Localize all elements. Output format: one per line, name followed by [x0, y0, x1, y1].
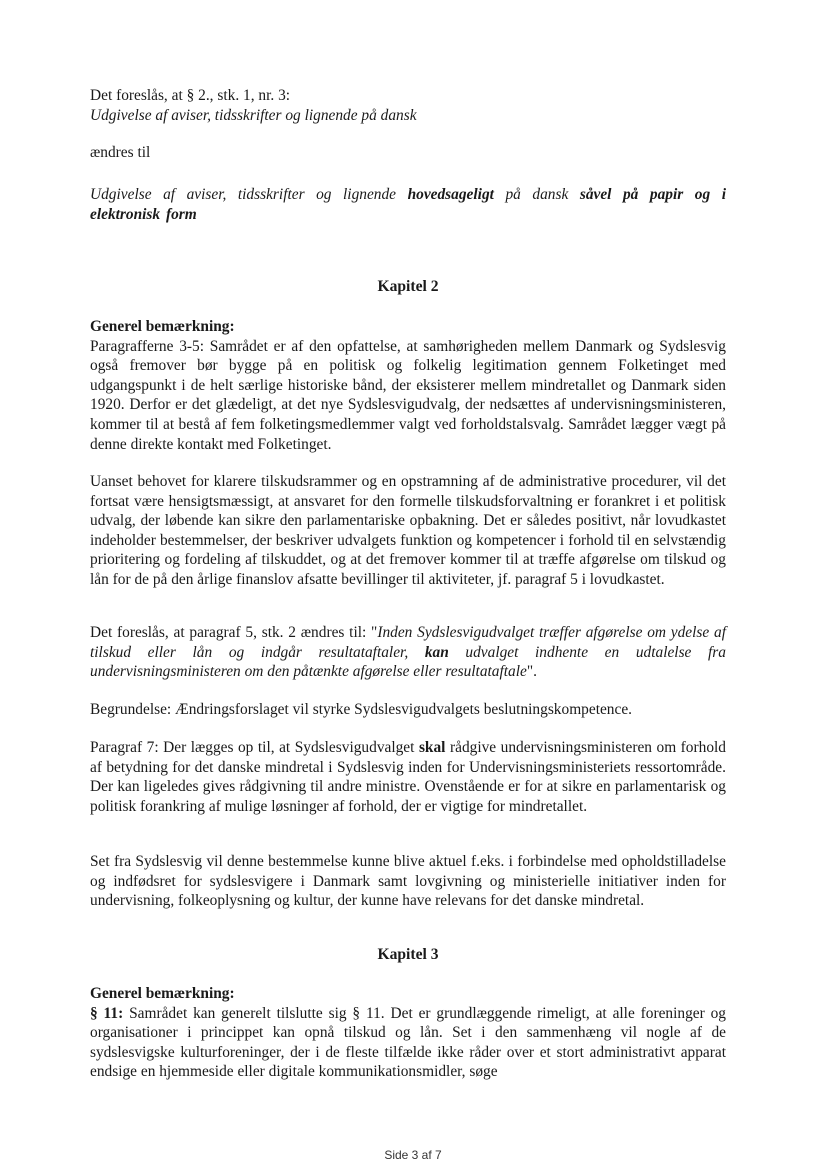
chapter-2-paragraph-4: Begrundelse: Ændringsforslaget vil styrke Sydslesvigudvalgets beslutningskompetence. [90, 701, 633, 718]
chapter-2-paragraph-2-block [90, 472, 726, 590]
new-wording-block [90, 185, 726, 224]
p5-part-a: Paragraf 7: Der lægges op til, at Sydslesvigudvalget [90, 739, 419, 756]
changes-to-text: ændres til [90, 144, 151, 161]
chapter-2-section [90, 317, 726, 454]
chapter-3-section [90, 984, 726, 1082]
chapter-2-paragraph-6-block [90, 852, 726, 911]
intro-section [90, 86, 726, 125]
intro-line-1: Det foreslås, at § 2., stk. 1, nr. 3: [90, 87, 291, 104]
p5-part-c: rådgive undervisningsministeren om forhold af betydning for det danske mindretal i Sydslesvig inden for Undervisningsministeriets ressortområde. Der kan ligeledes gives rådgivning til andre ministre. Ovenstående er for at sikre en parlamentarisk og politisk forankring af mulige løsninger af forhold, der er vigtige for mindretallet. [90, 739, 726, 815]
p3-lead: Det foreslås, at paragraf 5, stk. 2 ændres til: " [90, 624, 378, 641]
chapter-2-paragraph-3 [90, 623, 726, 682]
chapter-2-paragraph-1: Paragrafferne 3-5: Samrådet er af den opfattelse, at samhørigheden mellem Danmark og Sydslesvig også fremover bør bygge på en politisk og folkelig legitimation gennem Folketinget med udgangspunkt i de helt særlige historiske bånd, der eksisterer mellem mindretallet og Danmark siden 1920. Derfor er det glædeligt, at det nye Sydslesvigudvalg, der nedsættes af undervisningsministeren, kommer til at bestå af fem folketingsmedlemmer valgt ved forholdstalsvalg. Samrådet lægger vægt på denne direkte kontakt med Folketinget. [90, 337, 726, 453]
new-wording-part-a: Udgivelse af aviser, tidsskrifter og lignende [90, 186, 408, 203]
new-wording-bold-2: såvel på papir og i elektronisk form [90, 186, 726, 223]
chapter-2-paragraph-6: Set fra Sydslesvig vil denne bestemmelse kunne blive aktuel f.eks. i forbindelse med opholdstilladelse og indfødsret for sydslesvigere i Danmark samt lovgivning og ministerielle initiativer inden for undervisning, folkeoplysning og kultur, der kunne have relevans for det danske mindretal. [90, 853, 726, 910]
chapter-2-subheading: Generel bemærkning: [90, 318, 235, 335]
chapter-2-paragraph-2: Uanset behovet for klarere tilskudsrammer og en opstramning af de administrative procedurer, vil det fortsat være hensigtsmæssigt, at ansvaret for den formelle tilskudsforvaltning er forankret i et politisk udvalg, der løbende kan sikre den parlamentariske opbakning. Det er således positivt, når lovudkastet indeholder bestemmelser, der beskriver udvalgets funktion og kompetencer i forhold til en selvstændig prioritering og fordeling af tilskuddet, og at det fremover kommer til at træffe afgørelse om tilskud og lån for de på den årlige finanslov afsatte bevillinger til aktiviteter, jf. paragraf 5 i lovudkastet. [90, 473, 726, 588]
section-11-label: § 11: [90, 1004, 124, 1022]
chapter-3-paragraph-1 [90, 1004, 726, 1082]
chapter-3-subheading: Generel bemærkning: [90, 985, 235, 1002]
intro-line-2: Udgivelse af aviser, tidsskrifter og lignende på dansk [90, 106, 417, 124]
chapter-3-title: Kapitel 3 [377, 946, 439, 963]
page-number-footer: Side 3 af 7 [384, 1148, 442, 1162]
p3-quote-2: udvalget indhente en udtalelse fra undervisningsministeren om den påtænkte afgørelse eller resultataftale [90, 643, 726, 681]
chapter-3-paragraph-1-text: Samrådet kan generelt tilslutte sig § 11. Det er grundlæggende rimeligt, at alle foreninger og organisationer i princippet kan opnå tilskud og lån. Set i den sammenhæng vil nogle af de sydslesvigske kulturforeninger, der i de fleste tilfælde ikke råder over et stort administrativt apparat endsige en hjemmeside eller digitale kommunikationsmidler, søge [90, 1004, 726, 1081]
p3-quote-1: Inden Sydslesvigudvalget træffer afgørelse om ydelse af tilskud eller lån og indgår resultataftaler, [90, 624, 726, 661]
p3-close: ". [526, 663, 537, 681]
new-wording-bold-1: hovedsageligt [407, 186, 494, 203]
chapter-2-paragraph-3-block [90, 623, 726, 682]
chapter-2-paragraph-5-block [90, 738, 726, 816]
new-wording [90, 185, 726, 224]
changes-to-block [90, 143, 726, 163]
new-wording-part-c: på dansk [493, 186, 580, 203]
p3-quote-bold: kan [424, 643, 449, 661]
p5-bold: skal [418, 739, 446, 756]
chapter-2-paragraph-4-block [90, 700, 726, 720]
chapter-2-title: Kapitel 2 [377, 278, 439, 295]
chapter-2-paragraph-5 [90, 738, 726, 816]
